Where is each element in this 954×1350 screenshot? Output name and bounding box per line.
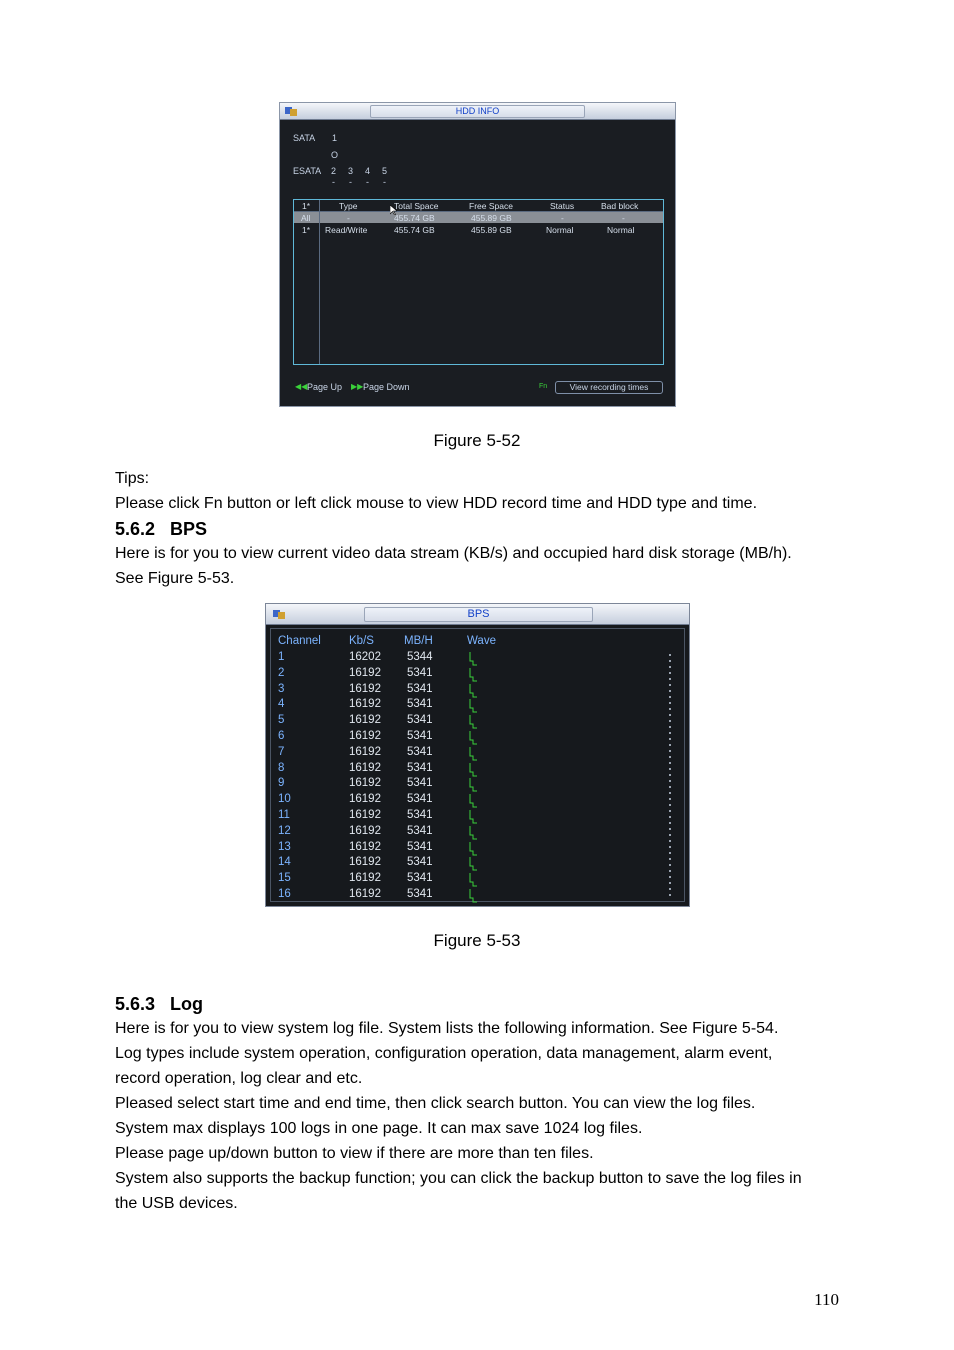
- column-header: MB/H: [404, 635, 433, 647]
- page-down-arrow-icon: ▶▶: [351, 382, 364, 391]
- column-header: Channel: [278, 635, 321, 647]
- log-paragraph-line: the USB devices.: [115, 1195, 238, 1212]
- hdd-info-screenshot: [279, 102, 676, 407]
- app-logo-icon: [272, 608, 286, 620]
- mbh-value: 5341: [407, 793, 433, 806]
- kbs-value: 16192: [349, 730, 381, 742]
- kbs-value: 16192: [349, 840, 381, 853]
- wave-graph-icon: [468, 652, 480, 666]
- fn-key-label: Fn: [539, 383, 548, 390]
- tips-text: Please click Fn button or left click mouse to view HDD record time and HDD type and time.: [115, 495, 758, 512]
- esata-port: 3: [348, 166, 354, 176]
- figure-caption: Figure 5-53: [433, 931, 521, 950]
- mbh-value: 5341: [407, 682, 433, 695]
- channel-number: 6: [278, 730, 285, 742]
- log-paragraph-line: Log types include system operation, configuration operation, data management, alarm event,: [115, 1045, 773, 1062]
- sata-port: 1: [332, 133, 338, 143]
- wave-graph-icon: [468, 699, 480, 713]
- mbh-value: 5341: [407, 714, 433, 727]
- table-cell: 455.74 GB: [394, 213, 435, 223]
- sata-status: O: [331, 150, 339, 160]
- wave-graph-icon: [468, 873, 480, 887]
- esata-port: 2: [331, 166, 337, 176]
- kbs-value: 16192: [349, 872, 381, 885]
- channel-number: 5: [278, 714, 285, 727]
- channel-number: 10: [278, 793, 291, 806]
- section-title: Log: [170, 994, 204, 1014]
- kbs-value: 16192: [349, 824, 381, 837]
- section-number: 5.6.3: [115, 994, 156, 1014]
- wave-graph-icon: [468, 842, 480, 856]
- table-cell: All: [301, 213, 311, 223]
- mbh-value: 5341: [407, 730, 433, 742]
- table-cell: -: [347, 213, 350, 223]
- wave-graph-icon: [468, 794, 480, 808]
- bps-paragraph-line: See Figure 5-53.: [115, 570, 235, 587]
- log-paragraph-line: record operation, log clear and etc.: [115, 1070, 363, 1087]
- figure-caption: Figure 5-52: [433, 431, 521, 450]
- channel-number: 7: [278, 745, 285, 758]
- channel-number: 14: [278, 856, 291, 869]
- channel-number: 3: [278, 682, 285, 695]
- kbs-value: 16192: [349, 777, 381, 790]
- channel-number: 4: [278, 698, 285, 711]
- wave-graph-icon: [468, 826, 480, 840]
- app-logo-icon: [284, 105, 298, 117]
- esata-status: -: [366, 177, 369, 187]
- table-cell: -: [561, 213, 564, 223]
- column-header: Wave: [467, 635, 496, 647]
- channel-number: 13: [278, 840, 291, 853]
- channel-number: 2: [278, 666, 285, 679]
- table-cell: 455.74 GB: [394, 225, 435, 235]
- mbh-value: 5341: [407, 761, 433, 774]
- mbh-value: 5341: [407, 840, 433, 853]
- log-paragraph-line: System also supports the backup function; you can click the backup button to save the log files in: [115, 1170, 802, 1187]
- log-paragraph-line: Pleased select start time and end time, then click search button. You can view the log files.: [115, 1095, 756, 1112]
- kbs-value: 16192: [349, 666, 381, 679]
- column-header: Kb/S: [349, 635, 374, 647]
- log-paragraph-line: Here is for you to view system log file. System lists the following information. See Figure 5-54.: [115, 1020, 779, 1037]
- hdd-table: [293, 199, 664, 365]
- log-paragraph-line: Please page up/down button to view if there are more than ten files.: [115, 1145, 594, 1162]
- bps-title: BPS: [364, 607, 593, 622]
- esata-port: 4: [365, 166, 371, 176]
- wave-graph-icon: [468, 763, 480, 777]
- wave-graph-icon: [468, 889, 480, 903]
- channel-number: 9: [278, 777, 285, 790]
- table-cell: Normal: [607, 225, 635, 235]
- column-header[interactable]: Free Space: [469, 201, 513, 211]
- page-up-button[interactable]: Page Up: [307, 382, 343, 392]
- kbs-value: 16192: [349, 809, 381, 821]
- kbs-value: 16192: [349, 714, 381, 727]
- mbh-value: 5341: [407, 824, 433, 837]
- table-cell: 455.89 GB: [471, 213, 512, 223]
- column-divider: [319, 200, 320, 364]
- table-cell: 455.89 GB: [471, 225, 512, 235]
- log-paragraph-line: System max displays 100 logs in one page. It can max save 1024 log files.: [115, 1120, 643, 1137]
- page-down-button[interactable]: Page Down: [363, 382, 410, 392]
- column-header[interactable]: Status: [550, 201, 575, 211]
- channel-number: 1: [278, 651, 285, 663]
- kbs-value: 16192: [349, 761, 381, 774]
- bps-paragraph-line: Here is for you to view current video data stream (KB/s) and occupied hard disk storage (MB/h).: [115, 545, 792, 562]
- column-header[interactable]: Type: [339, 201, 358, 211]
- table-cell: 1*: [302, 225, 311, 235]
- esata-status: -: [383, 177, 386, 187]
- table-cell: Normal: [546, 225, 574, 235]
- bps-screenshot: [265, 603, 690, 907]
- mbh-value: 5341: [407, 872, 433, 885]
- hdd-title-bar: [280, 103, 675, 120]
- column-header[interactable]: Bad block: [601, 201, 639, 211]
- wave-graph-icon: [468, 810, 480, 824]
- channel-number: 12: [278, 824, 291, 837]
- page-number: 110: [814, 1290, 839, 1309]
- section-title: BPS: [170, 519, 208, 539]
- wave-graph-icon: [468, 747, 480, 761]
- wave-graph-icon: [468, 715, 480, 729]
- bps-title-bar: [266, 604, 689, 625]
- wave-graph-icon: [468, 778, 480, 792]
- kbs-value: 16192: [349, 793, 381, 806]
- channel-number: 11: [278, 809, 290, 821]
- wave-graph-icon: [468, 857, 480, 871]
- hdd-title: HDD INFO: [370, 105, 585, 118]
- kbs-value: 16192: [349, 856, 381, 869]
- section-heading-log: [115, 994, 203, 1015]
- wave-graph-icon: [468, 668, 480, 682]
- esata-label: ESATA: [293, 166, 322, 176]
- mbh-value: 5344: [407, 651, 433, 663]
- table-cell: -: [622, 213, 625, 223]
- mbh-value: 5341: [407, 888, 433, 900]
- kbs-value: 16192: [349, 698, 381, 711]
- mbh-value: 5341: [407, 745, 433, 758]
- wave-graph-icon: [468, 684, 480, 698]
- wave-scale: [669, 654, 671, 898]
- column-header[interactable]: 1*: [302, 201, 311, 211]
- view-recording-times-button[interactable]: View recording times: [555, 381, 663, 394]
- mbh-value: 5341: [407, 809, 433, 821]
- kbs-value: 16192: [349, 745, 381, 758]
- mbh-value: 5341: [407, 698, 433, 711]
- esata-port: 5: [382, 166, 388, 176]
- channel-number: 8: [278, 761, 285, 774]
- column-header[interactable]: Total Space: [394, 201, 439, 211]
- page-up-arrow-icon: ◀◀: [295, 382, 308, 391]
- section-heading-bps: [115, 519, 207, 540]
- kbs-value: 16192: [349, 888, 381, 900]
- tips-label: Tips:: [115, 470, 150, 487]
- wave-graph-icon: [468, 731, 480, 745]
- esata-status: -: [349, 177, 352, 187]
- channel-number: 16: [278, 888, 291, 900]
- esata-status: -: [332, 177, 335, 187]
- mbh-value: 5341: [407, 666, 433, 679]
- mbh-value: 5341: [407, 777, 433, 790]
- table-cell: Read/Write: [325, 225, 368, 235]
- mbh-value: 5341: [407, 856, 433, 869]
- section-number: 5.6.2: [115, 519, 156, 539]
- kbs-value: 16192: [349, 682, 381, 695]
- sata-label: SATA: [293, 133, 316, 143]
- channel-number: 15: [278, 872, 291, 885]
- kbs-value: 16202: [349, 651, 381, 663]
